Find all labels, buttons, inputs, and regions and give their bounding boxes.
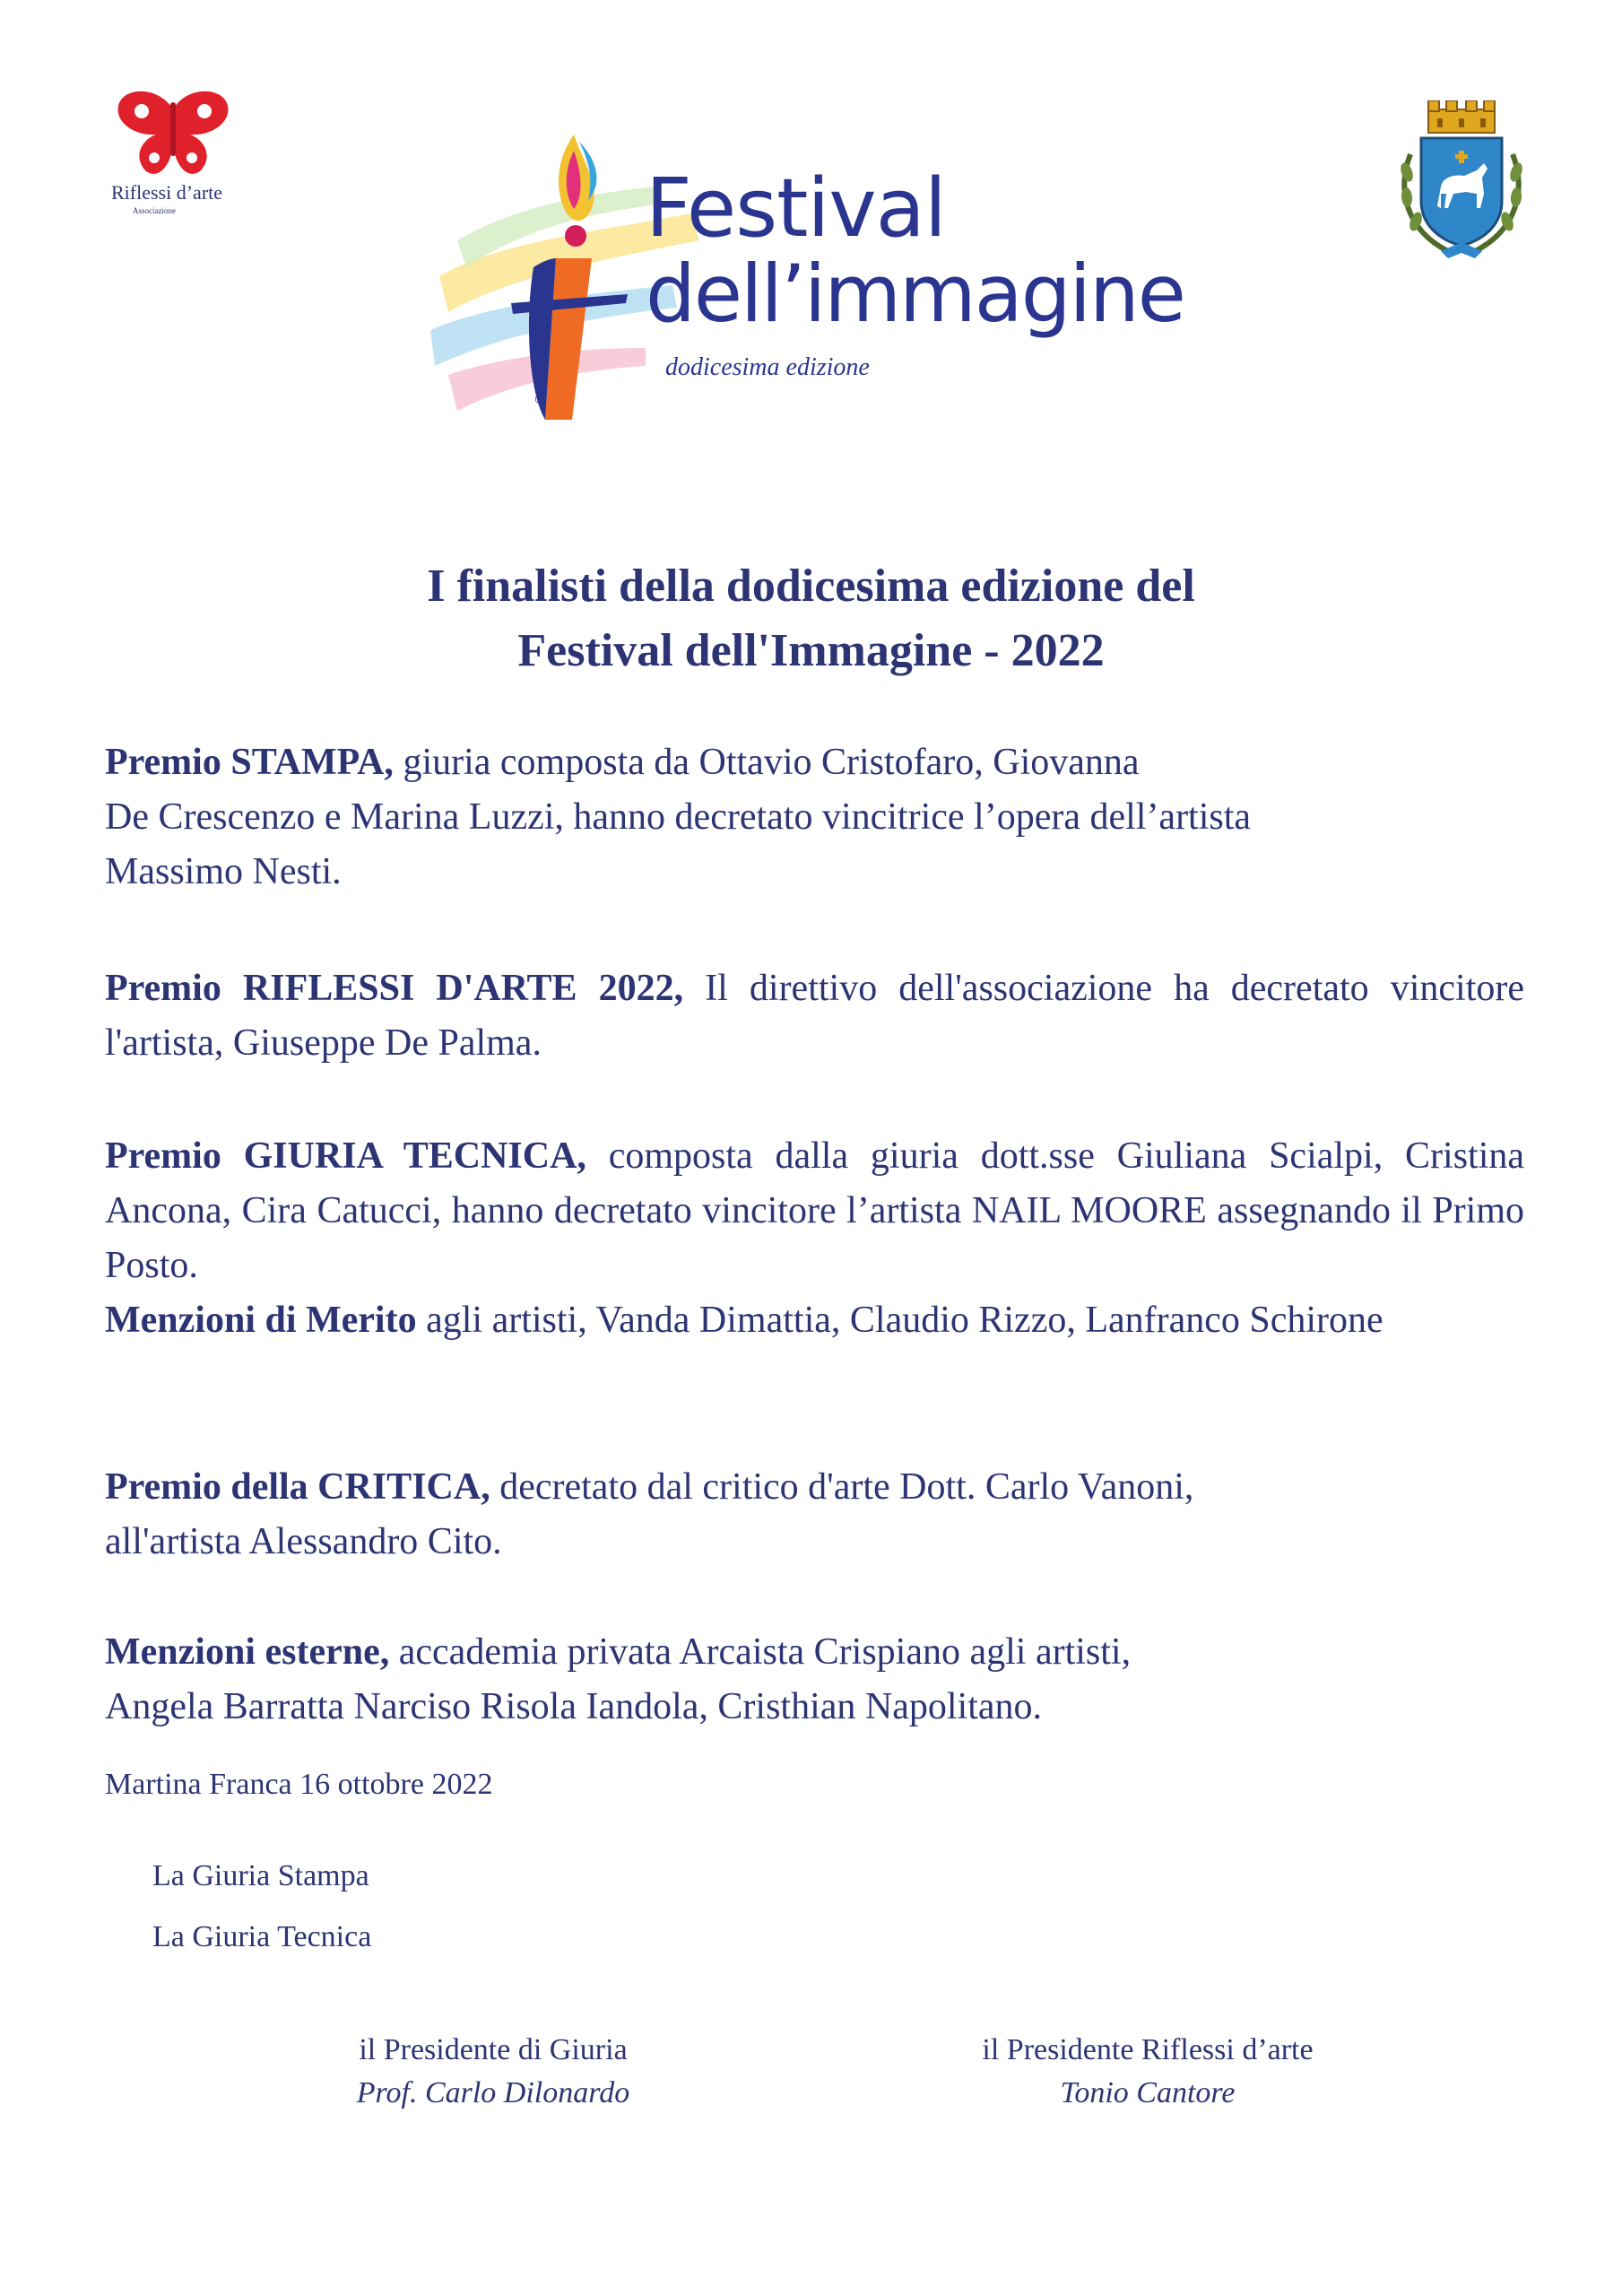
title-line-2: Festival dell'Immagine - 2022 <box>517 625 1105 676</box>
premio-critica-line-1: decretato dal critico d'arte Dott. Carlo Vanoni, <box>499 1466 1194 1508</box>
paragraph-premio-critica <box>105 1460 1524 1570</box>
paragraph-menzioni-esterne <box>105 1625 1524 1735</box>
signature-presidente-giuria <box>305 2029 681 2115</box>
premio-giuria-tecnica-text: composta dalla giuria dott.sse Giuliana Scialpi, Cristina Ancona, Cira Catucci, hanno decretato vincitore l’artista NAIL MOORE assegnando il Primo Posto. <box>105 1135 1525 1286</box>
festival-logo <box>421 124 1228 465</box>
premio-giuria-tecnica-label: Premio GIURIA TECNICA, <box>105 1135 586 1177</box>
jury-tecnica: La Giuria Tecnica <box>152 1920 372 1953</box>
municipal-coat-of-arms-icon <box>1394 100 1529 262</box>
premio-critica-line-2: all'artista Alessandro Cito. <box>105 1521 502 1562</box>
title-line-1: I finalisti della dodicesima edizione del <box>427 561 1195 612</box>
premio-riflessi-text: Il direttivo dell'associazione ha decretato vincitore l'artista, Giuseppe De Palma. <box>105 968 1524 1064</box>
paragraph-premio-stampa <box>105 735 1524 900</box>
menzioni-esterne-line-1: accademia privata Arcaista Crispiano agli artisti, <box>398 1631 1132 1673</box>
logo-name: Riflessi d’arte <box>111 181 223 204</box>
premio-stampa-line-2: De Crescenzo e Marina Luzzi, hanno decretato vincitrice l’opera dell’artista <box>105 796 1252 838</box>
place-date: Martina Franca 16 ottobre 2022 <box>105 1768 493 1801</box>
paragraph-menzioni-merito <box>105 1293 1524 1348</box>
riflessi-darte-logo <box>106 90 258 224</box>
jury-stampa: La Giuria Stampa <box>152 1859 369 1892</box>
festival-title-line2: dell’immagine <box>646 248 1184 340</box>
premio-stampa-line-3: Massimo Nesti. <box>105 851 342 892</box>
premio-riflessi-label: Premio RIFLESSI D'ARTE 2022, <box>105 968 684 1009</box>
menzioni-merito-text: agli artisti, Vanda Dimattia, Claudio Rizzo, Lanfranco Schirone <box>426 1300 1383 1341</box>
signature-presidente-riflessi <box>932 2029 1363 2115</box>
logo-subtitle: Associazione <box>133 206 176 215</box>
premio-critica-label: Premio della CRITICA, <box>105 1466 490 1508</box>
butterfly-icon <box>115 90 231 179</box>
svg-text:©: © <box>533 393 546 407</box>
premio-stampa-line-1: giuria composta da Ottavio Cristofaro, Giovanna <box>403 742 1140 783</box>
festival-edition: dodicesima edizione <box>665 353 870 381</box>
signature-name: Prof. Carlo Dilonardo <box>356 2076 630 2109</box>
paragraph-premio-riflessi <box>105 961 1524 1071</box>
premio-stampa-label: Premio STAMPA, <box>105 742 394 783</box>
signature-name: Tonio Cantore <box>1060 2076 1236 2109</box>
menzioni-esterne-label: Menzioni esterne, <box>105 1631 390 1673</box>
menzioni-esterne-line-2: Angela Barratta Narciso Risola Iandola, Cristhian Napolitano. <box>105 1686 1043 1727</box>
menzioni-merito-label: Menzioni di Merito <box>105 1300 417 1341</box>
paragraph-premio-giuria-tecnica <box>105 1129 1524 1293</box>
signature-role: il Presidente di Giuria <box>359 2033 628 2066</box>
signature-role: il Presidente Riflessi d’arte <box>982 2033 1314 2066</box>
document-title <box>0 554 1622 683</box>
festival-title-line1: Festival <box>646 161 946 256</box>
